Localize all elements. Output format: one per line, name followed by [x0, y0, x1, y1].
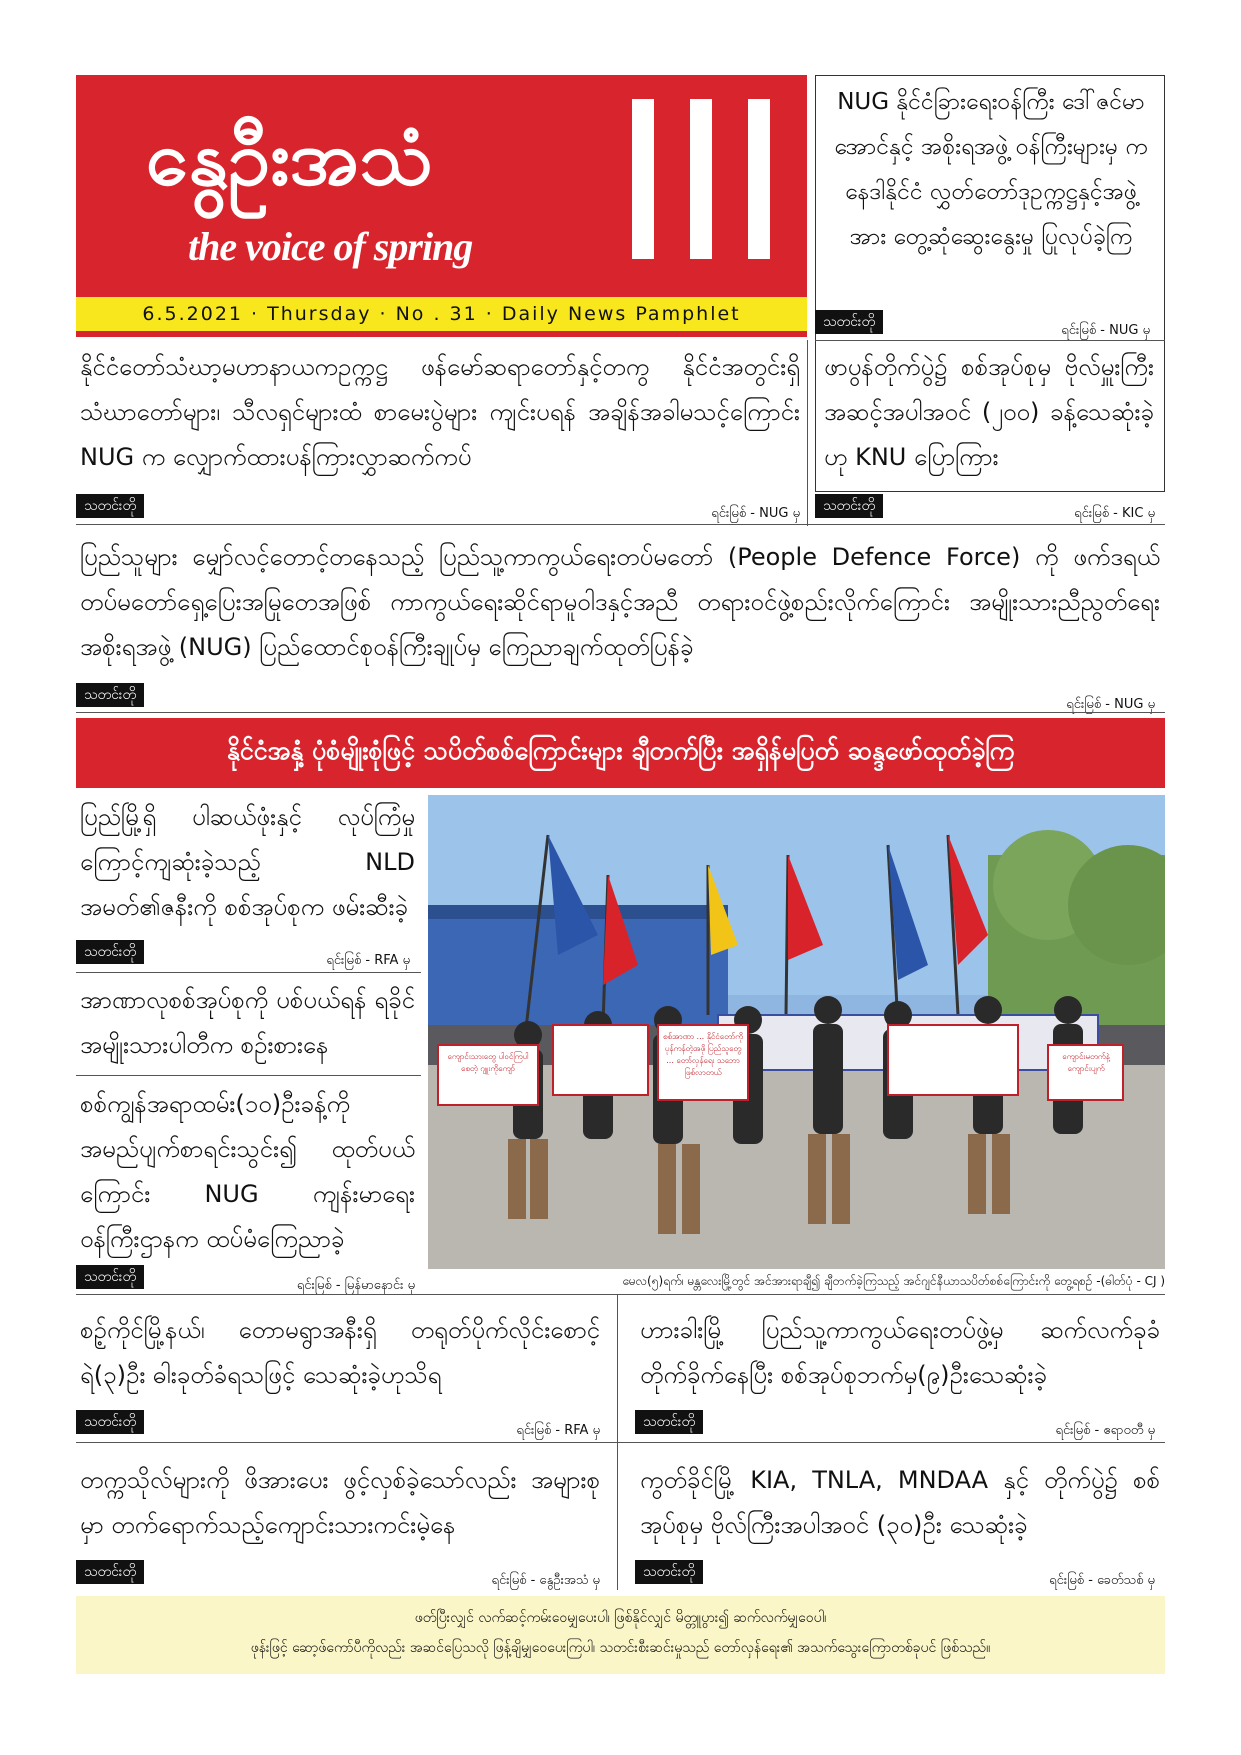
news-label: သတင်းတို	[76, 940, 144, 964]
news-label: သတင်းတို	[76, 683, 144, 707]
protest-photo	[428, 795, 1165, 1269]
spring-bars-logo	[632, 99, 782, 259]
protest-photo-illustration	[428, 795, 1165, 1269]
story-source: ရင်းမြစ် - NUG မှ	[711, 506, 800, 521]
banner-headline-text: နိုင်ငံအနှံ့ ပုံစံမျိုးစုံဖြင့် သပိတ်စစ်ကြောင်းများ ချီတက်ပြီး အရှိန်မပြတ် ဆန္ဒဖော်ထုတ်ခဲ့ကြ	[226, 736, 1015, 765]
story-singu-pipeline: စဉ့်ကိုင်မြို့နယ်၊ တောမရွာအနီးရှိ တရုတ်ပိုက်လိုင်းစောင့် ရဲ(၃)ဦး ဓါးခုတ်ခံရသဖြင့် သေဆုံးခဲ့ဟုသိရ	[80, 1316, 600, 1389]
story-source: ရင်းမြစ် - NUG မှ	[1061, 323, 1150, 338]
story-source: ရင်းမြစ် - နွေဦးအသံ မှ	[491, 1573, 600, 1588]
story-hakha-defence: ဟားခါးမြို့ ပြည်သူ့ကာကွယ်ရေးတပ်ဖွဲ့မှ ဆက်လက်ခုခံတိုက်ခိုက်နေပြီး စစ်အုပ်စုဘက်မှ(၉)ဦးသေဆုံးခဲ့	[640, 1316, 1160, 1389]
story-source: ရင်းမြစ် - NUG မှ	[1066, 697, 1155, 712]
masthead	[76, 75, 807, 337]
story-nug-canada: NUG နိုင်ငံခြားရေးဝန်ကြီး ဒေါ်ဇင်မာအောင်နှင့် အစိုးရအဖွဲ့ ဝန်ကြီးများမှ ကနေဒါနိုင်ငံ လွှတ်တော်ဒုဥက္ကဋ္ဌနှင့်အဖွဲ့အား တွေ့ဆုံဆွေးနွေးမှု ပြုလုပ်ခဲ့ကြ	[834, 89, 1148, 250]
story-monk-exams: နိုင်ငံတော်သံဃာ့မဟာနာယကဥက္ကဋ္ဌ ဖန်မော်ဆရာတော်နှင့်တကွ နိုင်ငံအတွင်းရှိ သံဃာတော်များ၊ သီလရှင်များထံ စာမေးပွဲများ ကျင်းပရန် အချိန်အခါမသင့်ကြောင်း NUG က လျှောက်ထားပန်ကြားလွှာဆက်ကပ်	[80, 353, 800, 471]
story-kutkai-battle: ကွတ်ခိုင်မြို့ KIA, TNLA, MNDAA နှင့် တိုက်ပွဲ၌ စစ်အုပ်စုမှ ဗိုလ်ကြီးအပါအဝင် (၃၀)ဦး သေဆုံးခဲ့	[640, 1466, 1160, 1539]
banner-right-text: ကျောင်းမတက်နဲ့ ကျောင်းပျက်	[1062, 1052, 1110, 1073]
banner-left-text: ကျောင်းသားတွေ ပါဝင်ကြပါ စေတဲ့ ဂျူးကိုကျော်	[447, 1052, 529, 1073]
footer-note	[76, 1596, 1165, 1674]
story-health-ministry: စစ်ကျွန်အရာထမ်း(၁၀)ဦးခန့်ကို အမည်ပျက်စာရင်းသွင်း၍ ထုတ်ပယ်ကြောင်း NUG ကျန်းမာရေးဝန်ကြီးဌာနက ထပ်မံကြေညာခဲ့	[80, 1090, 415, 1253]
story-arakan-party: အာဏာလုစစ်အုပ်စုကို ပစ်ပယ်ရန် ရခိုင်အမျိုးသားပါတီက စဉ်းစားနေ	[80, 986, 415, 1059]
story-source: ရင်းမြစ် - KIC မှ	[1074, 506, 1155, 521]
masthead-title: နွေဦးအသံ	[146, 113, 433, 202]
story-source: ရင်းမြစ် - RFA မှ	[326, 953, 410, 968]
masthead-subtitle: the voice of spring	[188, 224, 473, 269]
story-papun-battle: ဖာပွန်တိုက်ပွဲ၌ စစ်အုပ်စုမှ ဗိုလ်မှူးကြီးအဆင့်အပါအဝင် (၂၀၀) ခန့်သေဆုံးခဲ့ဟု KNU ပြောကြား	[824, 353, 1154, 471]
news-label: သတင်းတို	[635, 1410, 703, 1434]
story-source: ရင်းမြစ် - RFA မှ	[516, 1423, 600, 1438]
photo-caption: မေလ(၅)ရက်၊ မန္တလေးမြို့တွင် အင်အားရာချီ၍ ချီတက်ခဲ့ကြသည့် အင်ဂျင်နီယာသပိတ်စစ်ကြောင်းကို တွေ့ရစဉ် -(ဓါတ်ပုံ - CJ )	[622, 1274, 1165, 1288]
dateline: 6.5.2021 · Thursday · No . 31 · Daily News Pamphlet	[142, 303, 741, 325]
footer-line-2: ဖုန်းဖြင့် ဆော့ဖ်ကော်ပီကိုလည်း အဆင်ပြေသလို ဖြန့်ချိမျှဝေပေးကြပါ၊ သတင်းစီးဆင်းမှုသည် တော်လှန်ရေး၏ အသက်သွေးကြောတစ်ခုပင် ဖြစ်သည်။	[250, 1640, 991, 1656]
story-source: ရင်းမြစ် - ခေတ်သစ် မှ	[1049, 1573, 1155, 1588]
story-source: ရင်းမြစ် - ဧရာဝတီ မှ	[1055, 1423, 1155, 1438]
banner-center-text: စစ်အာဏာ ... နိုင်ငံတော်ကို ပုန်ကန်တဲ့အဖို ပြည်သူတွေ ... တော်လှန်ရေး သဘောဖြစ်လာတယ်	[663, 1032, 743, 1077]
dateline-strip	[76, 297, 807, 331]
story-people-defence-force: ပြည်သူများ မျှော်လင့်တောင့်တနေသည့် ပြည်သူ့ကာကွယ်ရေးတပ်မတော် (People Defence Force) ကို ဖက်ဒရယ်တပ်မတော်ရှေ့ပြေးအမြုတေအဖြစ် ကာကွယ်ရေးဆိုင်ရာမူဝါဒနှင့်အညီ တရားဝင်ဖွဲ့စည်းလိုက်ကြောင်း အမျိုးသားညီညွတ်ရေးအစိုးရအဖွဲ့ (NUG) ပြည်ထောင်စုဝန်ကြီးချုပ်မှ ကြေညာချက်ထုတ်ပြန်ခဲ့	[80, 543, 1160, 661]
story-source: ရင်းမြစ် - မြန်မာနောင်း မှ	[296, 1278, 415, 1293]
news-label: သတင်းတို	[815, 494, 883, 518]
spring-bar	[690, 99, 712, 259]
news-label: သတင်းတို	[76, 1265, 144, 1289]
news-label: သတင်းတို	[815, 310, 883, 334]
news-label: သတင်းတို	[76, 1410, 144, 1434]
spring-bar	[748, 99, 770, 259]
story-universities: တက္ကသိုလ်များကို ဖိအားပေး ဖွင့်လှစ်ခဲ့သော်လည်း အများစုမှာ တက်ရောက်သည့်ကျောင်းသားကင်းမဲ့နေ	[80, 1466, 600, 1539]
story-pyay-nld: ပြည်မြို့ရှိ ပါဆယ်ဖုံးနှင့် လုပ်ကြံမှုကြောင့်ကျဆုံးခဲ့သည့် NLD အမတ်၏ဇနီးကို စစ်အုပ်စုက ဖမ်းဆီးခဲ့	[80, 803, 415, 921]
banner-headline	[76, 718, 1165, 788]
footer-line-1: ဖတ်ပြီးလျှင် လက်ဆင့်ကမ်းဝေမျှပေးပါ၊ ဖြစ်နိုင်လျှင် မိတ္တူပွား၍ ဆက်လက်မျှဝေပါ၊	[414, 1610, 827, 1626]
news-label: သတင်းတို	[76, 1560, 144, 1584]
news-label: သတင်းတို	[76, 494, 144, 518]
news-label: သတင်းတို	[635, 1560, 703, 1584]
